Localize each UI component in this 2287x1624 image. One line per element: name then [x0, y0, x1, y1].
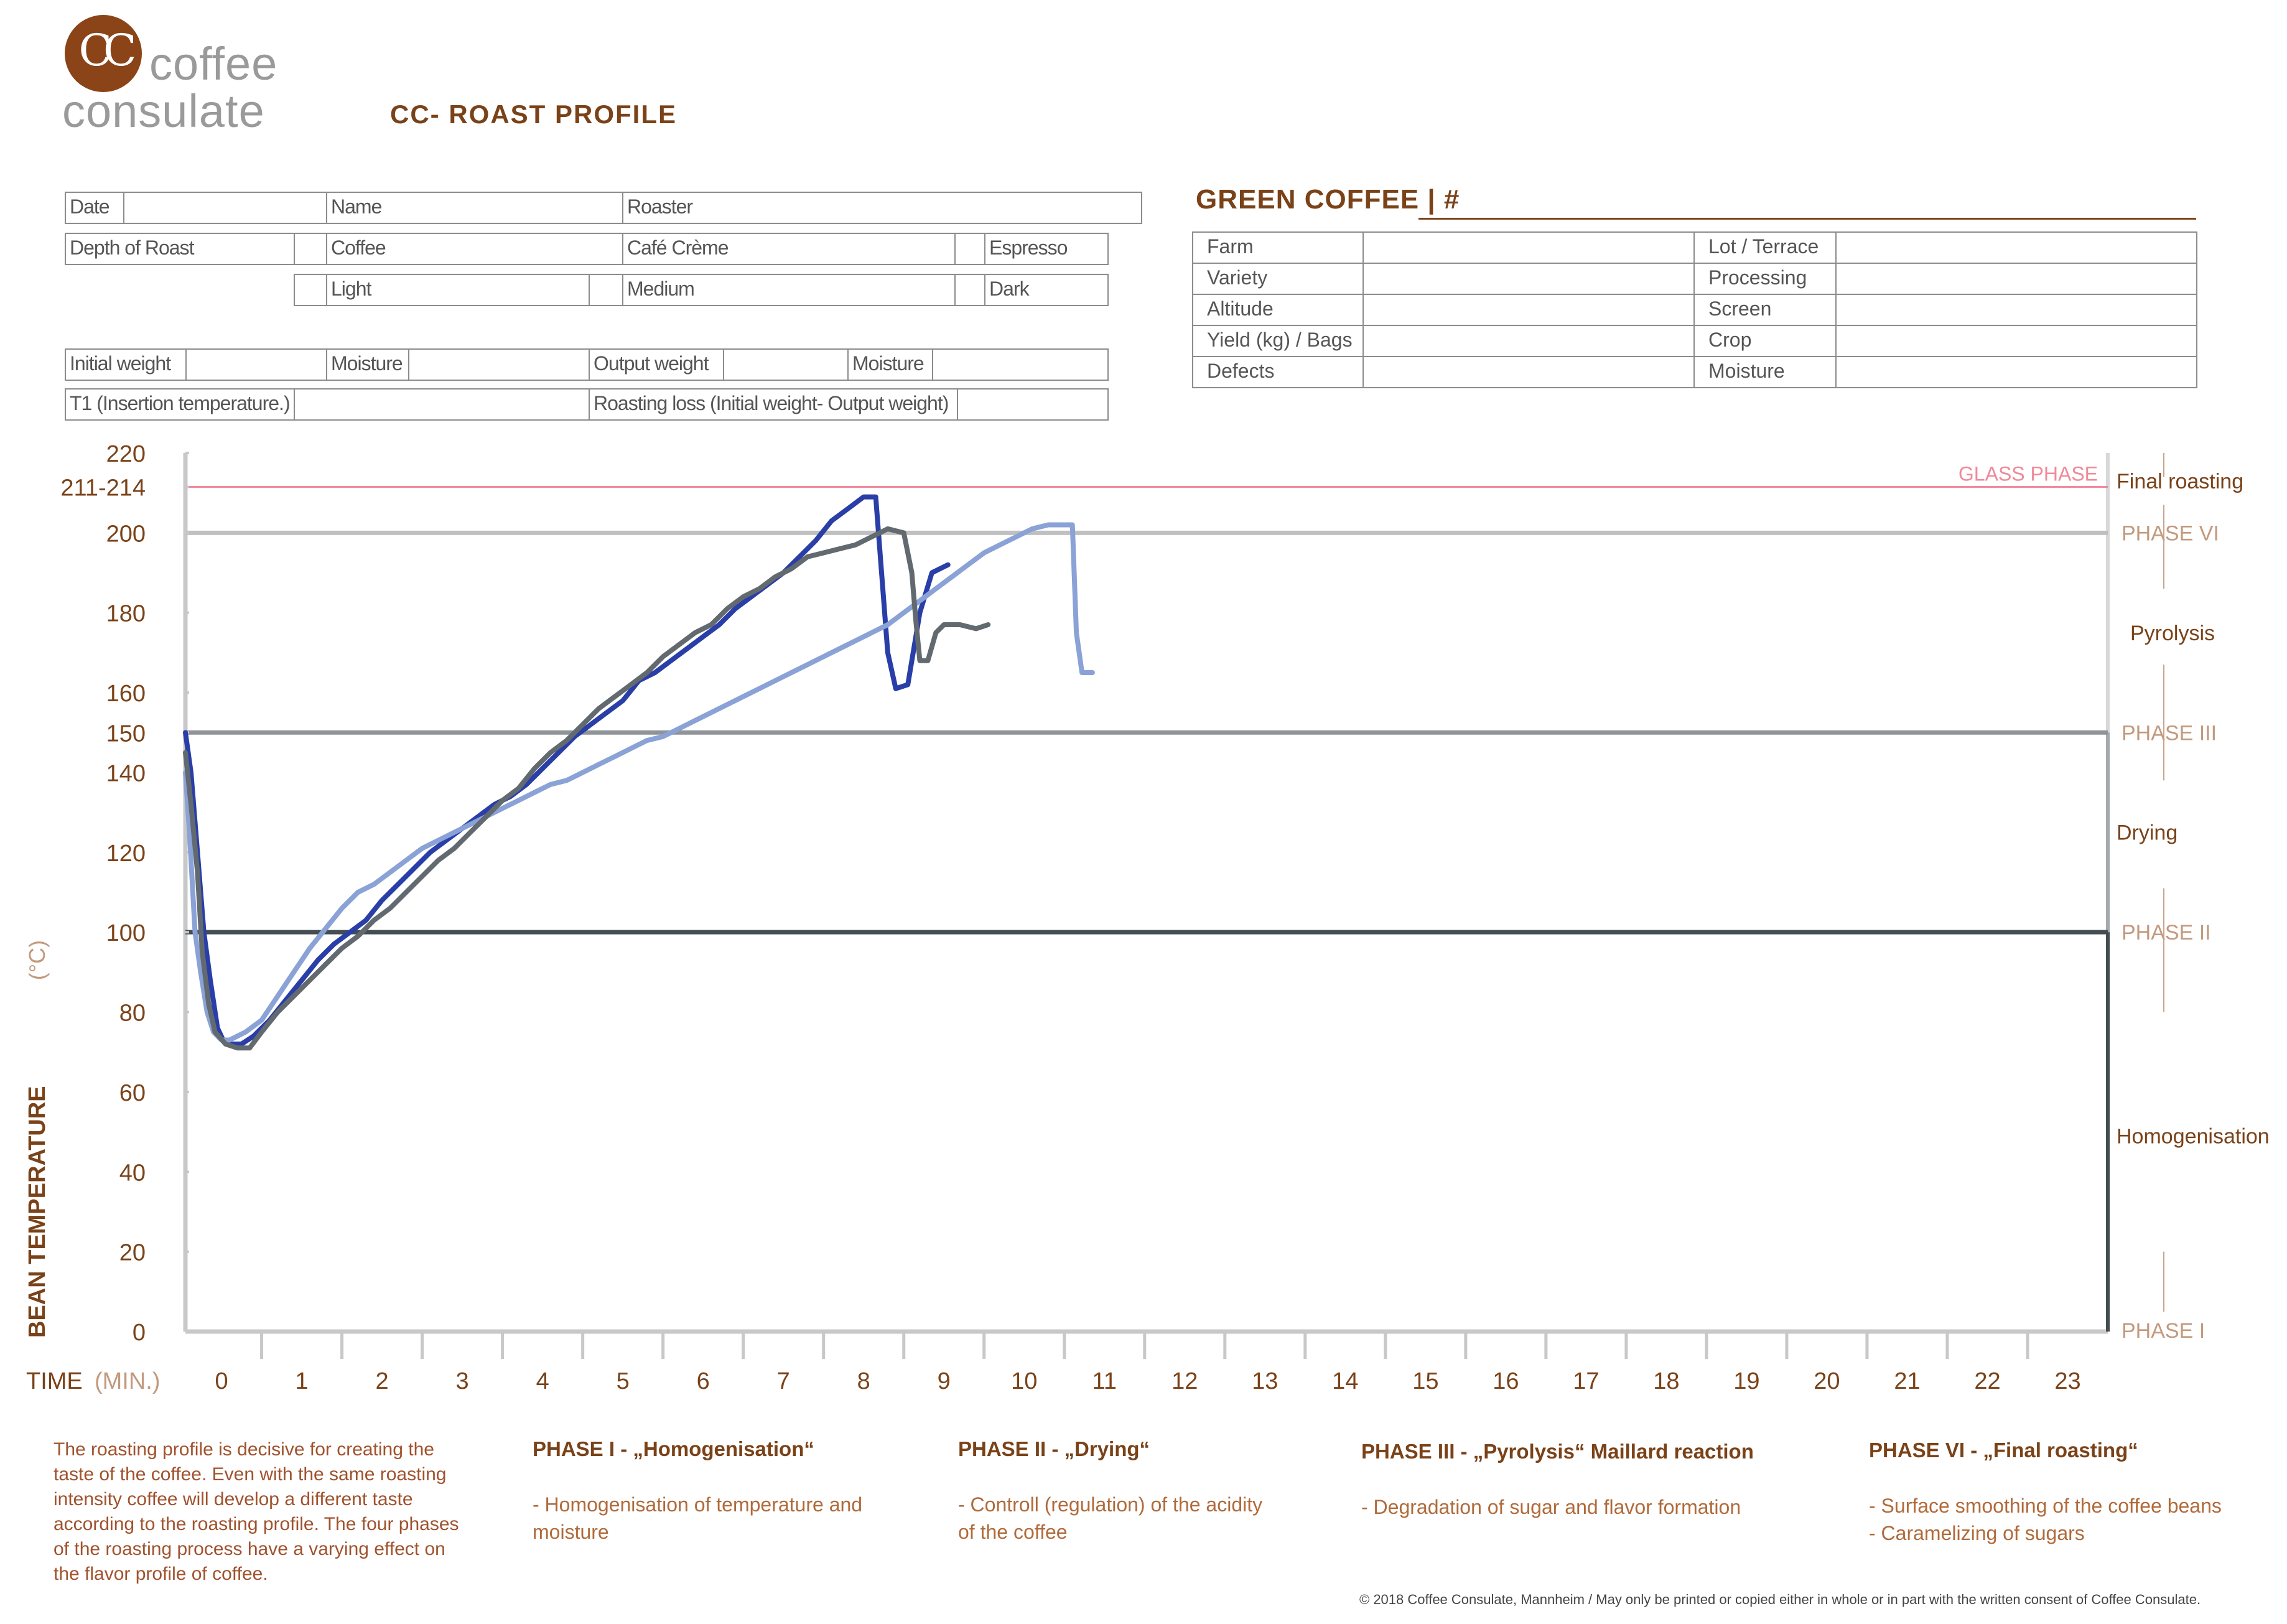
green-coffee-input[interactable]	[1362, 231, 1695, 264]
y-axis-title: BEAN TEMPERATURE	[24, 1086, 50, 1338]
phase-description: - Surface smoothing of the coffee beans	[1869, 1495, 2222, 1517]
coffee-label: Coffee	[331, 236, 386, 259]
copyright: © 2018 Coffee Consulate, Mannheim / May only be printed or copied either in whole or in part with the written consent of Coffee Consulate.	[1359, 1592, 2201, 1607]
band-label: Final roasting	[2117, 469, 2244, 493]
moisture-label-2: Moisture	[852, 352, 924, 375]
green-coffee-label: Crop	[1693, 325, 1837, 357]
x-tick-label: 8	[857, 1368, 870, 1394]
moisture-label-cell-2	[847, 348, 933, 381]
medium-checkbox[interactable]	[954, 274, 985, 306]
y-tick-label: 60	[119, 1080, 146, 1106]
phase-description: - Controll (regulation) of the acidity	[958, 1493, 1263, 1516]
cafe-creme-option	[622, 233, 956, 265]
espresso-option	[984, 233, 1109, 265]
phase-description: - Homogenisation of temperature and	[533, 1493, 863, 1516]
green-coffee-label: Defects	[1192, 356, 1364, 388]
green-coffee-input[interactable]	[1362, 294, 1695, 326]
x-axis-title: TIME	[26, 1368, 83, 1394]
green-coffee-label: Yield (kg) / Bags	[1192, 325, 1364, 357]
x-tick-label: 18	[1653, 1368, 1680, 1394]
y-tick-label: 180	[106, 600, 146, 627]
green-coffee-label: Lot / Terrace	[1693, 231, 1837, 264]
depth-of-roast-field	[65, 233, 295, 265]
band-label: Drying	[2117, 821, 2178, 845]
green-coffee-input[interactable]	[1835, 263, 2197, 295]
y-tick-label: 0	[132, 1320, 146, 1346]
light-checkbox[interactable]	[589, 274, 623, 306]
band-label: Pyrolysis	[2130, 621, 2215, 645]
medium-label: Medium	[627, 278, 694, 300]
x-tick-label: 13	[1252, 1368, 1279, 1394]
y-tick-label: 40	[119, 1160, 146, 1187]
x-tick-label: 17	[1573, 1368, 1600, 1394]
chart-grid	[185, 453, 2164, 1359]
phase-heading: PHASE I - „Homogenisation“	[533, 1437, 814, 1460]
y-tick-label: 220	[106, 441, 146, 467]
light-label: Light	[331, 278, 371, 300]
phase-description: moisture	[533, 1521, 609, 1543]
dark-label: Dark	[989, 278, 1029, 300]
x-tick-label: 2	[375, 1368, 389, 1394]
y-tick-label: 200	[106, 521, 146, 548]
t1-label-cell	[65, 388, 295, 421]
initial-weight-input[interactable]	[185, 348, 327, 381]
page-title: CC- ROAST PROFILE	[390, 100, 677, 129]
phase-description: - Caramelizing of sugars	[1869, 1522, 2085, 1544]
date-label: Date	[70, 195, 109, 218]
moisture-input-2[interactable]	[932, 348, 1109, 381]
footer-intro: The roasting profile is decisive for creating the taste of the coffee. Even with the same roasting intensity coffee will develop a different taste according to the roasting profile. The four phases of the roasting process have a varying effect on the flavor profile of coffee.	[54, 1439, 459, 1584]
green-coffee-input[interactable]	[1835, 325, 2197, 357]
phase-heading: PHASE II - „Drying“	[958, 1437, 1150, 1460]
output-weight-label: Output weight	[594, 352, 709, 375]
name-label: Name	[331, 195, 382, 218]
x-tick-label: 12	[1171, 1368, 1198, 1394]
green-coffee-label: Screen	[1693, 294, 1837, 326]
phase-heading: PHASE VI - „Final roasting“	[1869, 1439, 2138, 1462]
depth-of-roast-label: Depth of Roast	[70, 236, 194, 259]
green-coffee-input[interactable]	[1835, 294, 2197, 326]
green-coffee-input[interactable]	[1835, 231, 2197, 264]
y-tick-label: 160	[106, 681, 146, 707]
green-coffee-label: Processing	[1693, 263, 1837, 295]
moisture-input-1[interactable]	[408, 348, 590, 381]
name-field[interactable]	[326, 192, 623, 224]
phase-heading: PHASE III - „Pyrolysis“ Maillard reaction	[1361, 1440, 1754, 1463]
x-tick-label: 19	[1733, 1368, 1760, 1394]
x-tick-label: 0	[215, 1368, 228, 1394]
espresso-label: Espresso	[989, 236, 1068, 259]
output-weight-input[interactable]	[723, 348, 849, 381]
x-tick-label: 22	[1974, 1368, 2001, 1394]
y-axis-unit: (°C)	[24, 940, 50, 981]
green-coffee-label: Moisture	[1693, 356, 1837, 388]
phase-description: - Degradation of sugar and flavor formation	[1361, 1496, 1741, 1518]
date-field[interactable]	[65, 192, 327, 224]
date-divider	[123, 192, 124, 224]
phase-line-label: PHASE III	[2122, 721, 2217, 745]
initial-weight-label: Initial weight	[70, 352, 171, 375]
roaster-label: Roaster	[627, 195, 693, 218]
dark-option	[984, 274, 1109, 306]
x-tick-label: 3	[455, 1368, 469, 1394]
green-coffee-title: GREEN COFFEE | #	[1196, 184, 1460, 215]
x-tick-label: 6	[696, 1368, 710, 1394]
phase-description: of the coffee	[958, 1521, 1068, 1543]
logo-word-consulate: consulate	[62, 85, 265, 137]
chart-series	[185, 497, 1092, 1048]
phase-line-label: PHASE II	[2122, 921, 2211, 945]
phase-line-label: PHASE VI	[2122, 521, 2219, 546]
t1-label: T1 (Insertion temperature.)	[70, 392, 290, 414]
light-option	[326, 274, 590, 306]
medium-option	[622, 274, 956, 306]
band-label: Homogenisation	[2117, 1124, 2270, 1149]
green-coffee-input[interactable]	[1362, 356, 1695, 388]
cafe-creme-checkbox[interactable]	[954, 233, 985, 265]
y-tick-label: 100	[106, 920, 146, 947]
espresso-checkbox[interactable]	[294, 274, 327, 306]
x-tick-label: 23	[2054, 1368, 2081, 1394]
x-tick-label: 21	[1894, 1368, 1921, 1394]
y-tick-label: 150	[106, 721, 146, 747]
coffee-option	[326, 233, 623, 265]
roasting-loss-input[interactable]	[957, 388, 1109, 421]
x-tick-label: 10	[1011, 1368, 1038, 1394]
y-tick-label: 20	[119, 1239, 146, 1266]
cafe-creme-label: Café Crème	[627, 236, 729, 259]
x-tick-label: 15	[1412, 1368, 1439, 1394]
green-coffee-input[interactable]	[1362, 325, 1695, 357]
green-coffee-number-line[interactable]	[1418, 218, 2196, 220]
glass-phase-label: GLASS PHASE	[1958, 462, 2098, 485]
y-tick-label: 211-214	[60, 475, 146, 502]
green-coffee-label: Farm	[1192, 231, 1364, 264]
moisture-label-cell-1	[326, 348, 409, 381]
output-weight-label-cell	[589, 348, 724, 381]
y-tick-label: 80	[119, 1000, 146, 1027]
roasting-loss-label-cell	[589, 388, 958, 421]
y-tick-label: 140	[106, 760, 146, 787]
t1-input[interactable]	[294, 388, 590, 421]
x-axis-unit: (MIN.)	[95, 1368, 161, 1394]
green-coffee-label: Altitude	[1192, 294, 1364, 326]
initial-weight-label-cell	[65, 348, 187, 381]
green-coffee-input[interactable]	[1362, 263, 1695, 295]
logo-monogram: CC	[78, 25, 128, 76]
phase-i-label: PHASE I	[2122, 1319, 2205, 1343]
roaster-field[interactable]	[622, 192, 1142, 224]
green-coffee-label: Variety	[1192, 263, 1364, 295]
x-tick-label: 11	[1092, 1368, 1117, 1394]
roast-curve-2	[185, 525, 1092, 1040]
x-tick-label: 14	[1332, 1368, 1359, 1394]
logo-word-coffee: coffee	[149, 38, 278, 90]
x-tick-label: 20	[1814, 1368, 1840, 1394]
x-tick-label: 9	[937, 1368, 951, 1394]
x-tick-label: 4	[536, 1368, 549, 1394]
roast-profile-chart	[0, 423, 2287, 1406]
coffee-checkbox[interactable]	[294, 233, 327, 265]
moisture-label-1: Moisture	[331, 352, 403, 375]
x-tick-label: 1	[295, 1368, 309, 1394]
x-tick-label: 5	[616, 1368, 630, 1394]
y-tick-label: 120	[106, 840, 146, 867]
roast-curve-3	[185, 529, 988, 1048]
green-coffee-input[interactable]	[1835, 356, 2197, 388]
chart-labels	[24, 441, 2270, 1394]
x-tick-label: 16	[1493, 1368, 1519, 1394]
x-tick-label: 7	[776, 1368, 790, 1394]
roasting-loss-label: Roasting loss (Initial weight- Output weight)	[594, 392, 949, 414]
